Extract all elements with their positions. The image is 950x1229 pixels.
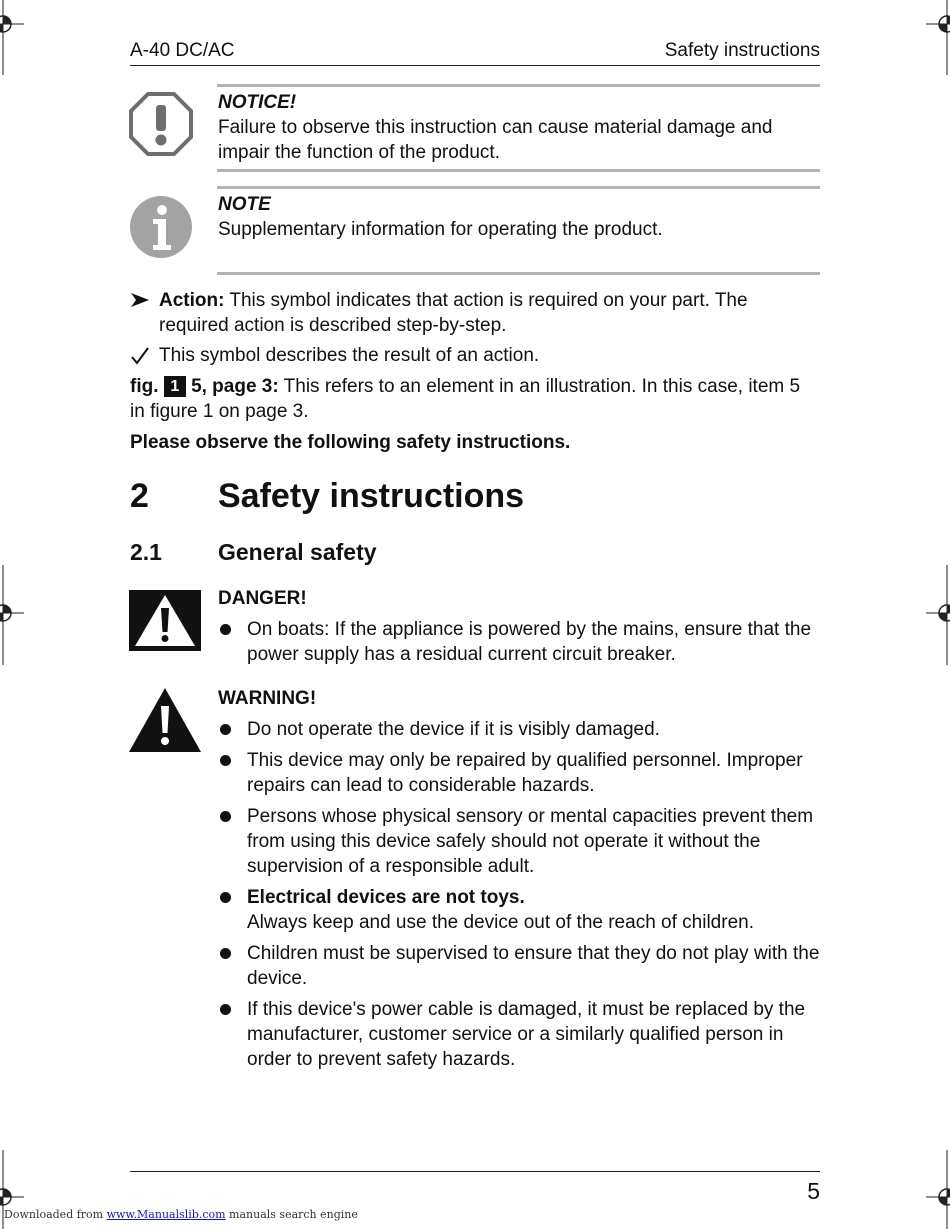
registration-mark-icon (926, 565, 950, 665)
list-item (218, 941, 823, 991)
fig-prefix: fig. (130, 376, 159, 397)
info-circle-icon (129, 195, 193, 259)
list-item (218, 748, 823, 798)
list-item (218, 885, 823, 935)
figure-number-badge: 1 (164, 376, 186, 397)
fig-suffix: 5, page 3: (191, 376, 279, 397)
warning-item-text: If this device's power cable is damaged, it must be replaced by the manufacturer, customer service or a similarly qualified person in order to prevent safety hazards. (247, 999, 806, 1070)
action-label: Action: (159, 290, 225, 311)
list-item (218, 997, 823, 1072)
subsection-title: General safety (218, 539, 377, 565)
note-block (218, 192, 823, 242)
danger-block (218, 586, 823, 673)
section-heading (130, 476, 524, 516)
warning-item-text: Children must be supervised to ensure that they do not play with the device. (247, 943, 820, 989)
warning-item-text: This device may only be repaired by qualified personnel. Improper repairs can lead to considerable hazards. (247, 750, 803, 796)
note-text: Supplementary information for operating the product. (218, 219, 663, 240)
notice-title: NOTICE! (218, 92, 297, 113)
registration-mark-icon (0, 565, 24, 665)
list-item: On boats: If the appliance is powered by the mains, ensure that the power supply has a residual current circuit breaker. (218, 617, 823, 667)
danger-list (218, 617, 823, 667)
notice-text: Failure to observe this instruction can cause material damage and impair the function of the product. (218, 117, 773, 163)
octagon-exclamation-icon (129, 92, 193, 156)
manualslib-link[interactable]: www.Manualslib.com (106, 1208, 226, 1221)
checkmark-icon (130, 346, 150, 366)
note-top-rule (217, 186, 820, 189)
warning-item-text: Always keep and use the device out of the reach of children. (247, 912, 754, 933)
action-text: This symbol indicates that action is required on your part. The required action is described step-by-step. (159, 290, 748, 336)
section-number: 2 (130, 477, 149, 515)
note-title: NOTE (218, 194, 271, 215)
registration-mark-icon (0, 0, 24, 80)
observe-instruction: Please observe the following safety instructions. (130, 432, 571, 453)
subsection-number: 2.1 (130, 539, 162, 565)
warning-triangle-icon (129, 688, 201, 752)
warning-item-bold: Electrical devices are not toys. (247, 887, 525, 908)
registration-mark-icon (926, 0, 950, 80)
header-rule (130, 65, 820, 66)
notice-bottom-rule (217, 169, 820, 172)
footer-rule (130, 1171, 820, 1172)
download-suffix: manuals search engine (225, 1208, 358, 1221)
download-credit (4, 1208, 358, 1222)
header-chapter: Safety instructions (664, 40, 820, 61)
result-text: This symbol describes the result of an action. (159, 345, 540, 366)
arrowhead-icon (130, 291, 150, 309)
notice-top-rule (217, 84, 820, 87)
warning-list (218, 717, 823, 1072)
result-paragraph (130, 343, 820, 368)
action-paragraph (130, 288, 820, 338)
danger-title: DANGER! (218, 588, 307, 609)
registration-mark-icon (926, 1150, 950, 1229)
download-prefix: Downloaded from (4, 1208, 107, 1221)
header-model: A-40 DC/AC (130, 40, 235, 61)
list-item (218, 717, 823, 742)
note-bottom-rule (217, 272, 820, 275)
list-item (218, 804, 823, 879)
page-number: 5 (807, 1178, 820, 1204)
warning-item-text: Persons whose physical sensory or mental capacities prevent them from using this device safely should not operate it without the supervision of a responsible adult. (247, 806, 814, 877)
warning-title: WARNING! (218, 688, 317, 709)
warning-item-text: Do not operate the device if it is visibly damaged. (247, 719, 660, 740)
fig-text: This refers to an element in an illustration. In this case, item 5 in figure 1 on page 3. (130, 376, 801, 422)
figure-reference-paragraph (130, 374, 820, 424)
notice-block (218, 90, 823, 165)
warning-block (218, 686, 823, 1078)
section-title: Safety instructions (218, 477, 525, 515)
warning-triangle-boxed-icon (129, 590, 201, 651)
subsection-heading (130, 538, 377, 566)
